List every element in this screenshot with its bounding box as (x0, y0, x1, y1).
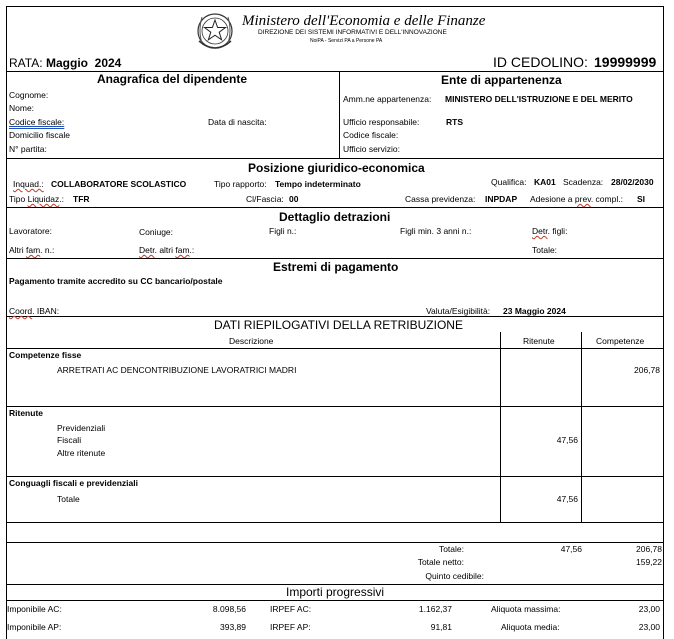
qualifica-label: Qualifica: (491, 177, 527, 187)
figli-min-label: Figli min. 3 anni n.: (400, 226, 472, 236)
cassa-label: Cassa previdenza: (405, 194, 476, 204)
pagamento-title: Estremi di pagamento (273, 260, 399, 274)
lavoratore-label: Lavoratore: (9, 226, 52, 236)
col-competenze: Competenze (596, 336, 645, 346)
conguagli-totale-label: Totale (57, 494, 80, 504)
ente-title: Ente di appartenenza (441, 73, 562, 87)
tipo-rapporto-label: Tipo rapporto: (214, 179, 267, 189)
anagrafica-title: Anagrafica del dipendente (97, 72, 248, 86)
department-name: DIREZIONE DEI SISTEMI INFORMATIVI E DELL'INNOVAZIONE (258, 29, 447, 36)
adesione-label: Adesione a prev. compl.: (530, 194, 623, 204)
competenze-fisse-heading: Competenze fisse (9, 350, 82, 360)
altri-fam-label: Altri fam. n.: (9, 245, 55, 255)
progressivi-title: Importi progressivi (286, 585, 385, 599)
detr-figli-label: Detr. figli: (532, 226, 568, 236)
totale-netto-label: Totale netto: (417, 557, 464, 567)
totale-netto-value: 159,22 (636, 557, 662, 567)
ritenute-heading: Ritenute (9, 408, 43, 418)
imponibile-ap-value: 393,89 (220, 622, 246, 632)
totale-competenze: 206,78 (636, 544, 662, 554)
arretrati-competenze: 206,78 (634, 365, 660, 375)
previdenziali-label: Previdenziali (57, 423, 106, 433)
frame-right (663, 6, 664, 639)
ufficio-label: Ufficio responsabile: (343, 117, 420, 127)
conguagli-totale-ritenute: 47,56 (556, 494, 578, 504)
posizione-title: Posizione giuridico-economica (248, 161, 425, 175)
imponibile-ap-label: Imponibile AP: (7, 622, 62, 632)
data-nascita-label: Data di nascita: (208, 117, 267, 127)
imponibile-ac-label: Imponibile AC: (7, 604, 62, 614)
fiscali-ritenute: 47,56 (556, 435, 578, 445)
ministry-logo-text: Ministero dell'Economia e delle Finanze (242, 13, 486, 29)
irpef-ac-value: 1.162,37 (418, 604, 452, 614)
inquad-label: Inquad.: (13, 179, 44, 189)
detr-altri-label: Detr. altri fam.: (139, 245, 195, 255)
arretrati-description: ARRETRATI AC DENCONTRIBUZIONE LAVORATRICI MADRI (57, 365, 297, 375)
riepilogo-title: DATI RIEPILOGATIVI DELLA RETRIBUZIONE (214, 318, 463, 332)
totale-label: Totale: (438, 544, 464, 554)
nome-label: Nome: (9, 103, 35, 113)
cognome-label: Cognome: (9, 90, 49, 100)
conguagli-heading: Conguagli fiscali e previdenziali (9, 478, 138, 488)
cl-fascia-label: Cl/Fascia: (246, 194, 284, 204)
totale-ritenute: 47,56 (560, 544, 582, 554)
rata-label: RATA: (9, 56, 43, 70)
tipo-rapporto-value: Tempo indeterminato (275, 179, 361, 189)
codice-fiscale-label: Codice fiscale: (9, 117, 65, 127)
aliquota-massima-value: 23,00 (638, 604, 660, 614)
cedolino-value: 19999999 (594, 54, 657, 70)
aliquota-media-value: 23,00 (638, 622, 660, 632)
cl-fascia-value: 00 (289, 194, 299, 204)
ufficio-servizio-label: Ufficio servizio: (343, 144, 400, 154)
coniuge-label: Coniuge: (139, 227, 174, 237)
figli-label: Figli n.: (269, 226, 297, 236)
cedolino-label: ID CEDOLINO: (493, 54, 588, 70)
state-emblem (196, 11, 234, 53)
col-descrizione: Descrizione (229, 336, 274, 346)
altre-ritenute-label: Altre ritenute (57, 448, 106, 458)
valuta-label: Valuta/Esigibilità: (426, 306, 491, 316)
tipo-liquidaz-value: TFR (73, 194, 90, 204)
cassa-value: INPDAP (485, 194, 518, 204)
aliquota-media-label: Aliquota media: (501, 622, 560, 632)
valuta-value: 23 Maggio 2024 (503, 306, 566, 316)
aliquota-massima-label: Aliquota massima: (491, 604, 561, 614)
pagamento-modo: Pagamento tramite accredito su CC bancario/postale (9, 276, 223, 286)
qualifica-value: KA01 (534, 177, 556, 187)
partita-label: N° partita: (9, 144, 47, 154)
irpef-ap-label: IRPEF AP: (270, 622, 311, 632)
amm-label: Amm.ne appartenenza: (343, 94, 432, 104)
detr-totale-label: Totale: (532, 245, 558, 255)
adesione-value: SI (637, 194, 646, 204)
ufficio-value: RTS (446, 117, 463, 127)
irpef-ap-value: 91,81 (430, 622, 452, 632)
irpef-ac-label: IRPEF AC: (270, 604, 312, 614)
frame-top (6, 6, 663, 7)
ente-codice-fiscale-label: Codice fiscale: (343, 130, 399, 140)
scadenza-value: 28/02/2030 (611, 177, 654, 187)
detrazioni-title: Dettaglio detrazioni (279, 210, 391, 224)
rata-value: Maggio 2024 (46, 56, 122, 70)
tipo-liquidaz-label: Tipo Liquidaz.: (9, 194, 64, 204)
imponibile-ac-value: 8.098,56 (212, 604, 246, 614)
scadenza-label: Scadenza: (563, 177, 604, 187)
fiscali-label: Fiscali (57, 435, 82, 445)
service-name: NoiPA - Servizi PA a Persone PA (310, 38, 383, 44)
iban-label: Coord. IBAN: (9, 306, 60, 316)
inquad-value: COLLABORATORE SCOLASTICO (51, 179, 187, 189)
domicilio-label: Domicilio fiscale (9, 130, 70, 140)
frame-left (6, 6, 7, 639)
amm-value: MINISTERO DELL'ISTRUZIONE E DEL MERITO (445, 94, 633, 104)
col-ritenute: Ritenute (523, 336, 555, 346)
quinto-cedibile-label: Quinto cedibile: (425, 571, 484, 581)
